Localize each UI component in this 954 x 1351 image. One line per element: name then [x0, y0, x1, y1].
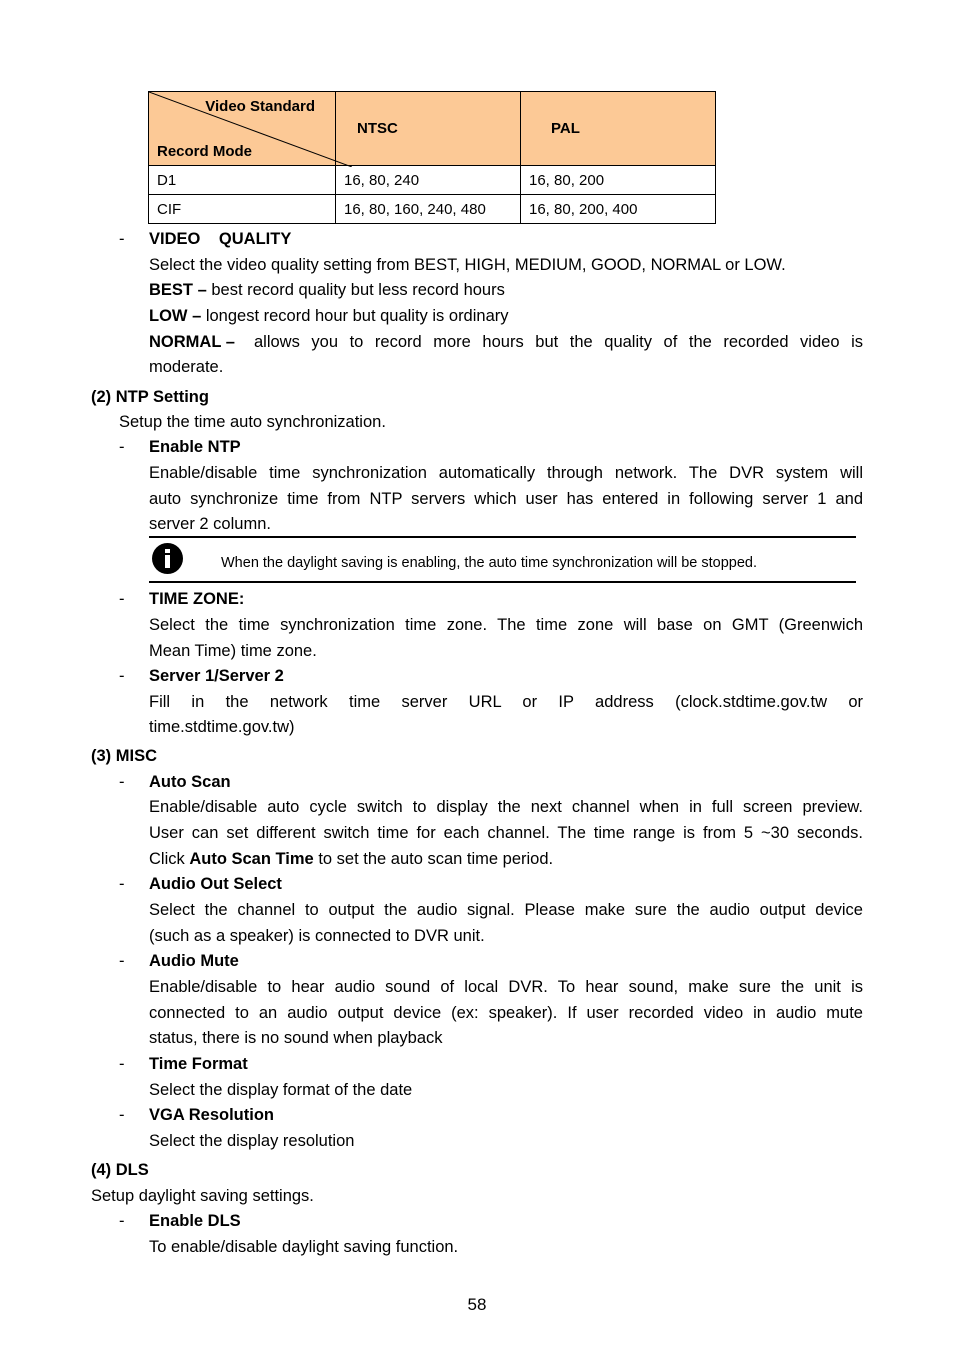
info-icon [152, 543, 183, 574]
cell-pal: 16, 80, 200, 400 [521, 195, 716, 224]
table-row [149, 166, 716, 195]
note-top-rule [149, 536, 856, 538]
dls-intro: Setup daylight saving settings. [91, 1187, 314, 1205]
enable-ntp-title: Enable NTP [149, 438, 241, 456]
bullet-dash: - [119, 875, 125, 893]
audio-out-line-2: (such as a speaker) is connected to DVR unit. [149, 927, 485, 945]
bullet-dash: - [119, 230, 125, 248]
table-corner-cell [149, 92, 336, 166]
enable-ntp-line-2: auto synchronize time from NTP servers which user has entered in following server 1 and [149, 490, 863, 508]
enable-ntp-line-1: Enable/disable time synchronization automatically through network. The DVR system will [149, 464, 863, 482]
misc-heading: (3) MISC [91, 747, 157, 765]
bullet-dash: - [119, 773, 125, 791]
cell-mode: D1 [149, 166, 336, 195]
bullet-dash: - [119, 1106, 125, 1124]
time-zone-title: TIME ZONE: [149, 590, 245, 608]
auto-scan-line-2: User can set different switch time for each channel. The time range is from 5 ~30 seconds. [149, 824, 863, 842]
vga-resolution-desc: Select the display resolution [149, 1132, 355, 1150]
dls-heading: (4) DLS [91, 1161, 149, 1179]
table-header-row [149, 92, 716, 166]
time-zone-line-2: Mean Time) time zone. [149, 642, 317, 660]
corner-video-standard: Video Standard [205, 98, 315, 115]
auto-scan-line-3-pre: Click [149, 850, 190, 868]
low-label: LOW – [149, 307, 202, 325]
best-text: best record quality but less record hours [206, 281, 505, 299]
low-line [149, 306, 509, 326]
enable-dls-title: Enable DLS [149, 1212, 241, 1230]
col-header-pal: PAL [521, 92, 716, 166]
auto-scan-line-3-post: to set the auto scan time period. [313, 850, 554, 868]
best-line [149, 280, 505, 300]
bullet-dash: - [119, 952, 125, 970]
server-title: Server 1/Server 2 [149, 667, 284, 685]
table-row [149, 195, 716, 224]
normal-line-1: allows you to record more hours but the quality of the recorded video is [254, 333, 863, 351]
vga-resolution-title: VGA Resolution [149, 1106, 274, 1124]
normal-line-2: moderate. [149, 358, 224, 376]
auto-scan-title: Auto Scan [149, 773, 231, 791]
cell-pal: 16, 80, 200 [521, 166, 716, 195]
audio-out-line-1: Select the channel to output the audio signal. Please make sure the audio output device [149, 901, 863, 919]
audio-mute-line-2: connected to an audio output device (ex: speaker). If user recorded video in audio mute [149, 1004, 863, 1022]
best-label: BEST – [149, 281, 207, 299]
time-format-title: Time Format [149, 1055, 248, 1073]
auto-scan-time-label: Auto Scan Time [189, 850, 314, 868]
bullet-dash: - [119, 1212, 125, 1230]
audio-mute-line-3: status, there is no sound when playback [149, 1029, 443, 1047]
low-text: longest record hour but quality is ordinary [201, 307, 509, 325]
server-line-2: time.stdtime.gov.tw) [149, 718, 295, 736]
enable-ntp-line-3: server 2 column. [149, 515, 271, 533]
normal-label: NORMAL – [149, 333, 235, 351]
corner-record-mode: Record Mode [157, 143, 253, 160]
cell-ntsc: 16, 80, 240 [336, 166, 521, 195]
bullet-dash: - [119, 590, 125, 608]
enable-dls-desc: To enable/disable daylight saving function. [149, 1238, 459, 1256]
server-line-1: Fill in the network time server URL or IP address (clock.stdtime.gov.tw or [149, 693, 863, 711]
cell-ntsc: 16, 80, 160, 240, 480 [336, 195, 521, 224]
time-zone-line-1: Select the time synchronization time zone. The time zone will base on GMT (Greenwich [149, 616, 863, 634]
audio-mute-title: Audio Mute [149, 952, 239, 970]
auto-scan-line-1: Enable/disable auto cycle switch to display the next channel when in full screen preview. [149, 798, 863, 816]
bullet-dash: - [119, 1055, 125, 1073]
audio-mute-line-1: Enable/disable to hear audio sound of local DVR. To hear sound, make sure the unit is [149, 978, 863, 996]
bullet-dash: - [119, 438, 125, 456]
ntp-heading: (2) NTP Setting [91, 388, 209, 406]
bullet-dash: - [119, 667, 125, 685]
audio-out-title: Audio Out Select [149, 875, 282, 893]
cell-mode: CIF [149, 195, 336, 224]
record-rate-table [148, 91, 716, 224]
time-format-desc: Select the display format of the date [149, 1081, 413, 1099]
note-text: When the daylight saving is enabling, the auto time synchronization will be stopped. [221, 555, 758, 571]
col-header-ntsc: NTSC [336, 92, 521, 166]
page-number: 58 [467, 1295, 487, 1314]
video-quality-desc: Select the video quality setting from BEST, HIGH, MEDIUM, GOOD, NORMAL or LOW. [149, 256, 786, 274]
ntp-intro: Setup the time auto synchronization. [119, 413, 386, 431]
note-bottom-rule [149, 581, 856, 583]
video-quality-title: VIDEO QUALITY [149, 230, 292, 248]
auto-scan-line-3 [149, 849, 553, 869]
